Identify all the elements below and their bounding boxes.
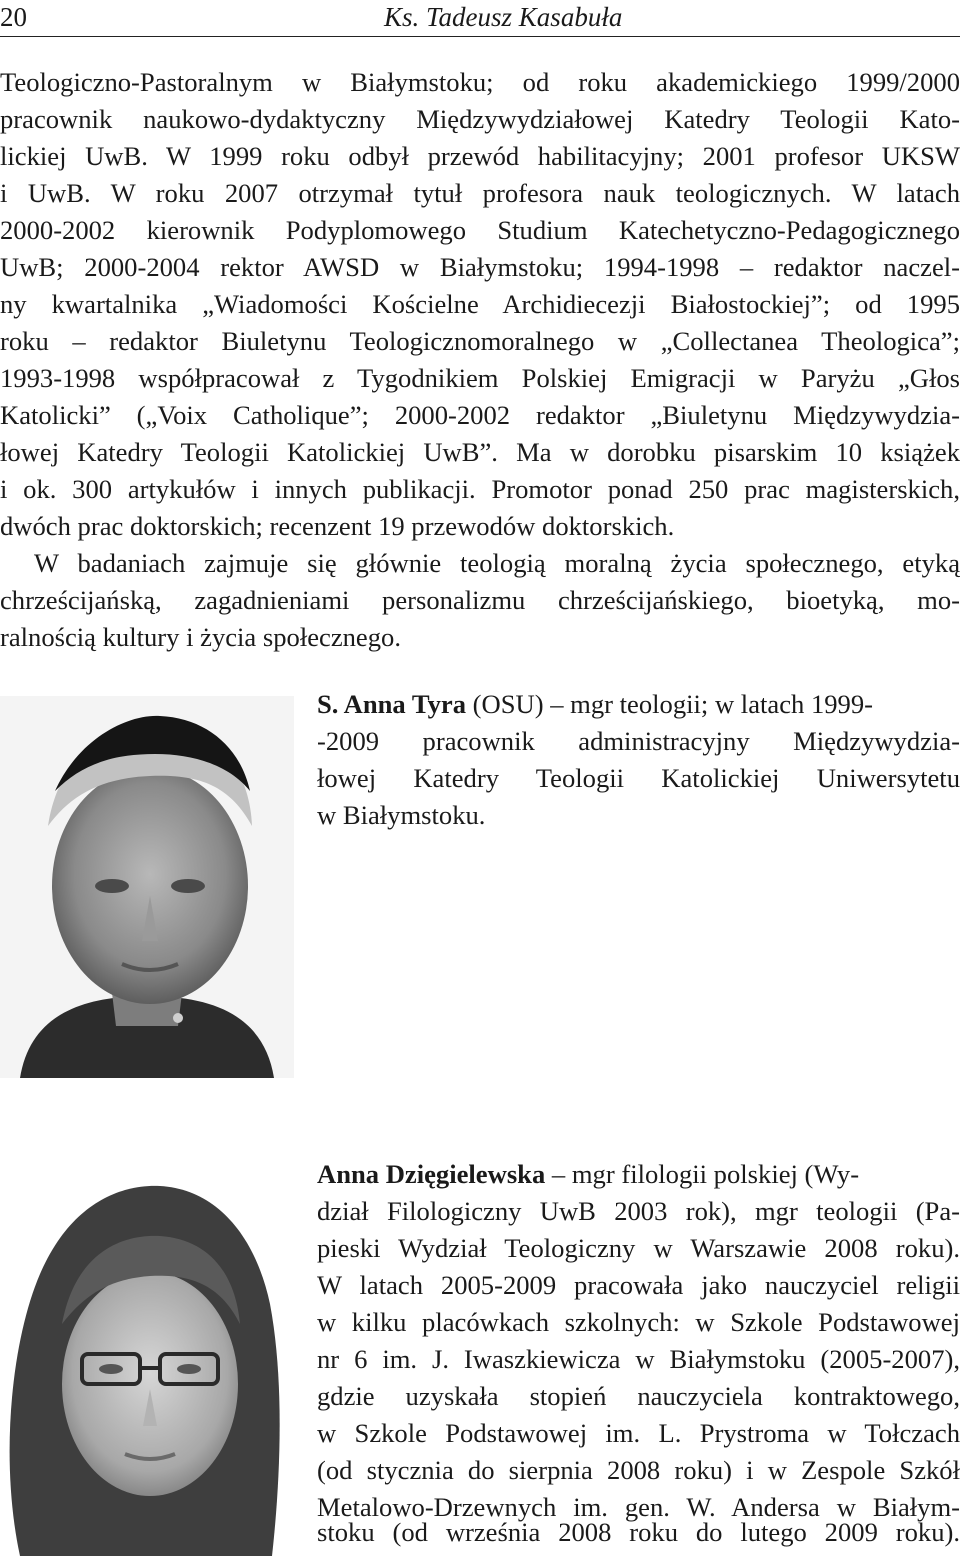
running-title: Ks. Tadeusz Kasabuła — [384, 2, 623, 32]
portrait-anna-dziegielewska — [0, 1164, 294, 1556]
bio-line-dziegielewska: dział Filologiczny UwB 2003 rok), mgr teologii (Pa- — [317, 1196, 960, 1226]
intro-line: 1993-1998 współpracował z Tygodnikiem Polskiej Emigracji w Paryżu „Głos — [0, 363, 960, 393]
bio-line-dziegielewska: W latach 2005-2009 pracowała jako nauczyciel religii — [317, 1270, 960, 1300]
running-header — [0, 0, 960, 37]
research-line: ralnością kultury i życia społecznego. — [0, 622, 401, 652]
intro-line: lickiej UwB. W 1999 roku odbył przewód habilitacyjny; 2001 profesor UKSW — [0, 141, 960, 171]
intro-line: łowej Katedry Teologii Katolickiej UwB”. Ma w dorobku pisarskim 10 książek — [0, 437, 960, 467]
page-number: 20 — [0, 2, 27, 32]
research-line: chrześcijańską, zagadnieniami personalizmu chrześcijańskiego, bioetyką, mo- — [0, 585, 960, 615]
bio-line-tyra: S. Anna Tyra (OSU) – mgr teologii; w latach 1999- — [317, 689, 873, 719]
bio-line-dziegielewska: nr 6 im. J. Iwaszkiewicza w Białymstoku (2005-2007), — [317, 1344, 960, 1374]
intro-line: i UwB. W roku 2007 otrzymał tytuł profesora nauk teologicznych. W latach — [0, 178, 960, 208]
bio-line-dziegielewska: (od stycznia do sierpnia 2008 roku) i w Zespole Szkół — [317, 1455, 960, 1485]
bio-line-tyra: łowej Katedry Teologii Katolickiej Uniwersytetu — [317, 763, 960, 793]
research-line: W badaniach zajmuje się głównie teologią moralną życia społecznego, etyką — [34, 548, 960, 578]
intro-line: ny kwartalnika „Wiadomości Kościelne Archidiecezji Białostockiej”; od 1995 — [0, 289, 960, 319]
intro-line: i ok. 300 artykułów i innych publikacji. Promotor ponad 250 prac magisterskich, — [0, 474, 960, 504]
bio-line-tyra: w Białymstoku. — [317, 800, 486, 830]
intro-line: Teologiczno-Pastoralnym w Białymstoku; od roku akademickiego 1999/2000 — [0, 67, 960, 97]
bio-name-tyra: S. Anna Tyra — [317, 689, 467, 719]
intro-line: roku – redaktor Biuletynu Teologicznomoralnego w „Collectanea Theologica”; — [0, 326, 960, 356]
bio-line-dziegielewska: Anna Dzięgielewska – mgr filologii polskiej (Wy- — [317, 1159, 860, 1189]
bio-line-dziegielewska: stoku (od września 2008 roku do lutego 2009 roku). — [317, 1517, 960, 1547]
intro-line: dwóch prac doktorskich; recenzent 19 przewodów doktorskich. — [0, 511, 675, 541]
portrait-anna-tyra — [0, 696, 294, 1078]
bio-line-tyra: -2009 pracownik administracyjny Międzywydzia- — [317, 726, 960, 756]
intro-line: 2000-2002 kierownik Podyplomowego Studium Katechetyczno-Pedagogicznego — [0, 215, 960, 245]
bio-line-dziegielewska: gdzie uzyskała stopień nauczyciela kontraktowego, — [317, 1381, 960, 1411]
bio-line-dziegielewska: Metalowo-Drzewnych im. gen. W. Andersa w Białym- — [317, 1492, 960, 1522]
bio-line-dziegielewska: w kilku placówkach szkolnych: w Szkole Podstawowej — [317, 1307, 960, 1337]
intro-line: UwB; 2000-2004 rektor AWSD w Białymstoku; 1994-1998 – redaktor naczel- — [0, 252, 960, 282]
intro-line: pracownik naukowo-dydaktyczny Międzywydziałowej Katedry Teologii Kato- — [0, 104, 960, 134]
bio-line-dziegielewska: w Szkole Podstawowej im. L. Prystroma w Tołczach — [317, 1418, 960, 1448]
bio-line-dziegielewska: pieski Wydział Teologiczny w Warszawie 2008 roku). — [317, 1233, 960, 1263]
intro-line: Katolicki” („Voix Catholique”; 2000-2002 redaktor „Biuletynu Międzywydzia- — [0, 400, 960, 430]
bio-name-dziegielewska: Anna Dzięgielewska — [317, 1159, 546, 1189]
